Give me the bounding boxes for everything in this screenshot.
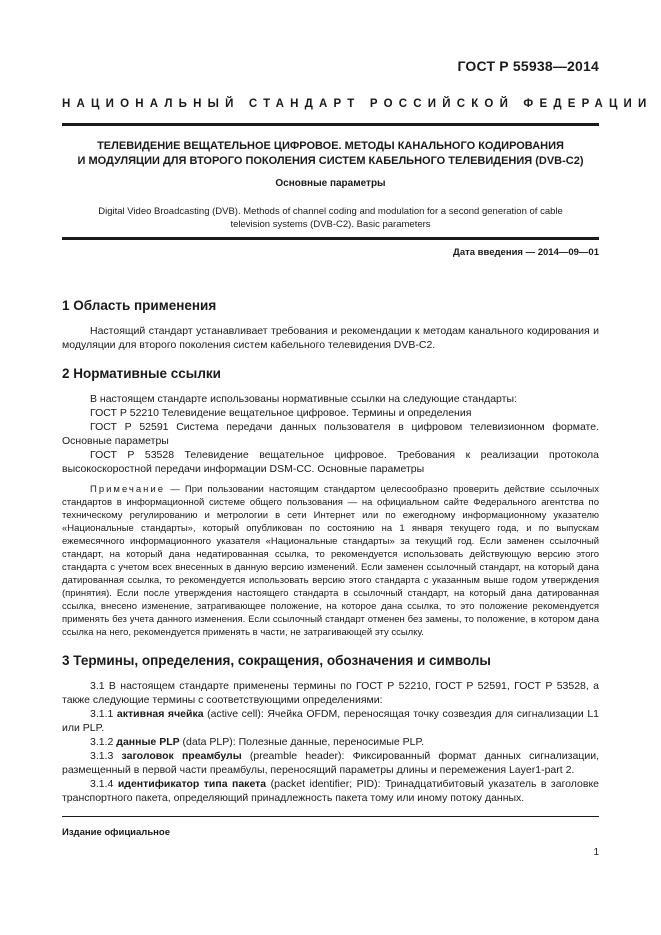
section-1-heading: 1 Область применения: [62, 298, 217, 313]
term-3-1-1: [62, 707, 599, 735]
header-rule: [62, 123, 599, 126]
date-of-introduction: Дата введения — 2014—09—01: [453, 247, 599, 258]
term-name: идентификатор типа пакета: [117, 778, 267, 790]
term-definition: (data PLP): Полезные данные, переносимые PLP.: [179, 736, 425, 748]
document-title-ru: [62, 139, 599, 169]
term-number: 3.1.1: [90, 708, 117, 720]
term-name: активная ячейка: [116, 708, 204, 720]
title-en-line-2: television systems (DVB-C2). Basic parameters: [230, 219, 431, 230]
section-2-heading: 2 Нормативные ссылки: [62, 366, 221, 381]
note-label: Примечание: [90, 484, 165, 495]
reference-gost-52210: ГОСТ Р 52210 Телевидение вещательное цифровое. Термины и определения: [90, 407, 472, 419]
section-3-intro: 3.1 В настоящем стандарте применены термины по ГОСТ Р 52210, ГОСТ Р 52591, ГОСТ Р 53528, а также следующие термины с соответствующими определениями:: [62, 680, 599, 706]
document-code: ГОСТ Р 55938—2014: [457, 58, 599, 74]
section-2-note: [62, 483, 599, 639]
term-definition: (packet identifier; PID): Тринадцатибитовый указатель в заголовке транспортного пакета, определяющий принадлежность пакета тому или иному потоку данных.: [62, 778, 599, 804]
page-number: 1: [593, 847, 599, 858]
term-name: заголовок преамбулы: [121, 750, 242, 762]
term-number: 3.1.2: [90, 736, 117, 748]
national-standard-heading: НАЦИОНАЛЬНЫЙ СТАНДАРТ РОССИЙСКОЙ ФЕДЕРАЦИИ: [62, 98, 653, 110]
term-3-1-4: [62, 777, 599, 805]
official-edition-label: Издание официальное: [62, 827, 170, 838]
title-en-line-1: Digital Video Broadcasting (DVB). Methods of channel coding and modulation for a second generation of cable: [98, 206, 563, 217]
term-number: 3.1.3: [90, 750, 122, 762]
reference-gost-53528: ГОСТ Р 53528 Телевидение вещательное цифровое. Требования к реализации протокола высокоскоростной передачи информации DSM-CC. Основные параметры: [62, 449, 599, 475]
term-name: данные PLP: [116, 736, 180, 748]
term-3-1-3: [62, 749, 599, 777]
document-body: [62, 298, 599, 805]
reference-gost-52591: ГОСТ Р 52591 Система передачи данных пользователя в цифровом телевизионном формате. Основные параметры: [62, 421, 599, 447]
title-ru-line-1: ТЕЛЕВИДЕНИЕ ВЕЩАТЕЛЬНОЕ ЦИФРОВОЕ. МЕТОДЫ КАНАЛЬНОГО КОДИРОВАНИЯ: [97, 140, 564, 152]
section-1-paragraph: Настоящий стандарт устанавливает требования и рекомендации к методам канального кодирования и модуляции для второго поколения систем кабельного телевидения DVB-C2.: [62, 325, 599, 351]
term-3-1-2: [62, 735, 599, 749]
title-rule: [62, 237, 599, 240]
footer-rule: [62, 816, 599, 817]
document-title-en: [62, 205, 599, 231]
term-definition: (preamble header): Фиксированный формат данных сигнализации, размещенный в первой части преамбулы, переносящий параметры длины и перемежения Layer1-part 2.: [62, 750, 599, 776]
document-subtitle: Основные параметры: [275, 178, 386, 189]
note-text: — При пользовании настоящим стандартом целесообразно проверить действие ссылочных стандартов в информационной системе общего пользования — на официальном сайте Федерального агентства по техническому регулированию и метрологии в сети Интернет или по ежегодному информационному указателю «Национальные стандарты», который опубликован по состоянию на 1 января текущего года, и по выпускам ежемесячного информационного указателя «Национальные стандарты» за текущий год. Если заменен ссылочный стандарт, на который дана недатированная ссылка, то рекомендуется использовать действующую версию этого стандарта с учетом всех внесенных в данную версию изменений. Если заменен ссылочный стандарт, на который дана датированная ссылка, то рекомендуется использовать версию этого стандарта с указанным выше годом утверждения (принятия). Если после утверждения настоящего стандарта в ссылочный стандарт, на который дана датированная ссылка, внесено изменение, затрагивающее положение, на которое дана ссылка, то это положение рекомендуется применять без учета данного изменения. Если ссылочный стандарт отменен без замены, то положение, в котором дана ссылка на него, рекомендуется применять в части, не затрагивающей эту ссылку.: [62, 484, 599, 638]
term-number: 3.1.4: [90, 778, 118, 790]
section-2-intro: В настоящем стандарте использованы нормативные ссылки на следующие стандарты:: [90, 393, 517, 405]
section-3-heading: 3 Термины, определения, сокращения, обозначения и символы: [62, 653, 491, 668]
term-definition: (active cell): Ячейка OFDM, переносящая точку созвездия для сигнализации L1 или PLP.: [62, 708, 599, 734]
title-ru-line-2: И МОДУЛЯЦИИ ДЛЯ ВТОРОГО ПОКОЛЕНИЯ СИСТЕМ КАБЕЛЬНОГО ТЕЛЕВИДЕНИЯ (DVB-C2): [77, 155, 584, 167]
